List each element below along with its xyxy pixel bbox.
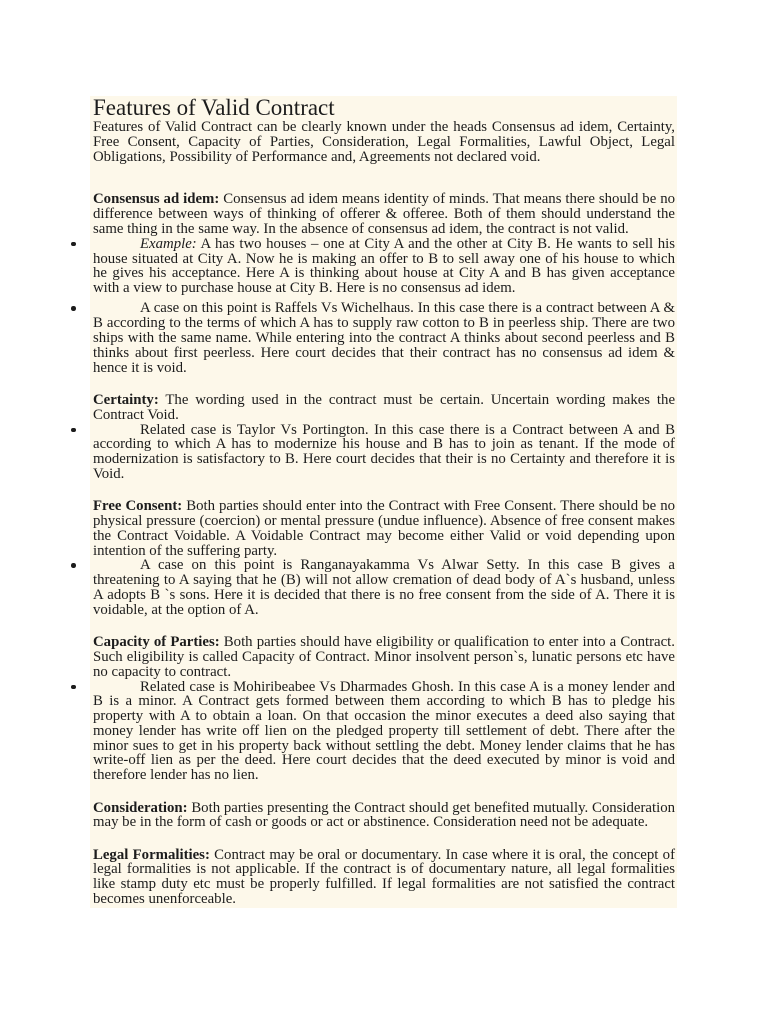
section-legal-formalities [93, 848, 675, 907]
section-text: Both parties should enter into the Contract with Free Consent. There should be no physical pressure (coercion) or mental pressure (undue influence). Absence of free consent makes the Contract Voidable. A Voidable Contract may become either Valid or void depending upon intention of the suffering party. [93, 498, 675, 559]
section-capacity-of-parties [93, 635, 675, 783]
section-text: Consensus ad idem means identity of minds. That means there should be no difference between ways of thinking of offerer & offeree. Both of them should understand the same thing in the same way. In the absence of consensus ad idem, the contract is not valid. [93, 191, 676, 237]
section-paragraph [93, 801, 675, 831]
bullet-icon [71, 242, 76, 247]
bullet-text: Related case is Mohiribeabee Vs Dharmades Ghosh. In this case A is a money lender and B is a minor. A Contract gets formed between them according to which B has to pledge his property with A to obtain a loan. On that occasion the minor executes a deed also saying that money lender has write off lien on the pledged property till settlement of debt. There after the minor sues to get in his property back without settling the debt. Money lender claims that he has write-off lien as per the deed. Here court decides that the deed executed by minor is void and therefore lender has no lien. [93, 678, 675, 784]
bullet-text: A case on this point is Ranganayakamma Vs Alwar Setty. In this case B gives a threatening to A saying that he (B) will not allow cremation of dead body of A`s husband, unless A adopts B `s sons. Here it is decided that there is no free consent from the side of A. There it is voidable, at the option of A. [93, 557, 675, 618]
section-text: Both parties presenting the Contract should get benefited mutually. Consideration may be in the form of cash or goods or act or abstinence. Consideration need not be adequate. [93, 799, 675, 831]
section-text: The wording used in the contract must be certain. Uncertain wording makes the Contract Void. [93, 391, 676, 423]
section-certainty [93, 393, 675, 482]
bullet-icon [71, 563, 76, 568]
section-paragraph [93, 848, 675, 907]
section-consensus-ad-idem [93, 192, 675, 375]
bullet-text: A has two houses – one at City A and the other at City B. He wants to sell his house situated at City A. Now he is making an offer to B to sell away one of his house to which he gives his acceptance. Here A is thinking about house at City A and B has given acceptance with a view to purchase house at City B. Here is no consensus ad idem. [93, 235, 675, 297]
section-text: Contract may be oral or documentary. In case where it is oral, the concept of legal formalities is not applicable. If the contract is of documentary nature, all legal formalities like stamp duty etc must be properly fulfilled. If legal formalities are not satisfied the contract becomes unenforceable. [93, 846, 675, 908]
case-bullet [93, 558, 675, 617]
case-bullet [93, 237, 675, 296]
case-bullet [93, 301, 675, 375]
section-heading: Free Consent: [93, 498, 183, 515]
bullet-icon [71, 428, 76, 433]
section-consideration [93, 801, 675, 831]
section-paragraph [93, 635, 675, 679]
case-bullet [93, 423, 675, 482]
section-paragraph [93, 499, 675, 558]
section-heading: Consideration: [93, 799, 188, 816]
section-heading: Certainty: [93, 391, 159, 408]
document-page [90, 96, 677, 908]
bullet-icon [71, 685, 76, 690]
section-text: Both parties should have eligibility or qualification to enter into a Contract. Such eligibility is called Capacity of Contract. Minor insolvent person`s, lunatic persons etc have no capacity to contract. [93, 634, 675, 680]
section-paragraph [93, 192, 675, 236]
section-heading: Consensus ad idem: [93, 191, 220, 208]
section-free-consent [93, 499, 675, 617]
bullet-text: Related case is Taylor Vs Portington. In this case there is a Contract between A and B according to which A has to modernize his house and B has to join as tenant. If the mode of modernization is satisfactory to B. Here court decides that their is no Certainty and therefore it is Void. [93, 421, 675, 482]
bullet-text: A case on this point is Raffels Vs Wichelhaus. In this case there is a contract between A & B according to the terms of which A has to supply raw cotton to B in peerless ship. There are two ships with the same name. While entering into the contract A thinks about second peerless and B thinks about first peerless. Here court decides that their contract has no consensus ad idem & hence it is void. [93, 300, 675, 376]
section-heading: Capacity of Parties: [93, 634, 220, 651]
bullet-icon [71, 306, 76, 311]
case-bullet [93, 680, 675, 784]
section-heading: Legal Formalities: [93, 846, 210, 863]
example-label: Example: [140, 235, 197, 252]
intro-paragraph: Features of Valid Contract can be clearly known under the heads Consensus ad idem, Certainty, Free Consent, Capacity of Parties, Consideration, Legal Formalities, Lawful Object, Legal Obligations, Possibility of Performance and, Agreements not declared void. [93, 119, 675, 165]
section-paragraph [93, 393, 675, 423]
document-title: Features of Valid Contract [93, 95, 335, 120]
